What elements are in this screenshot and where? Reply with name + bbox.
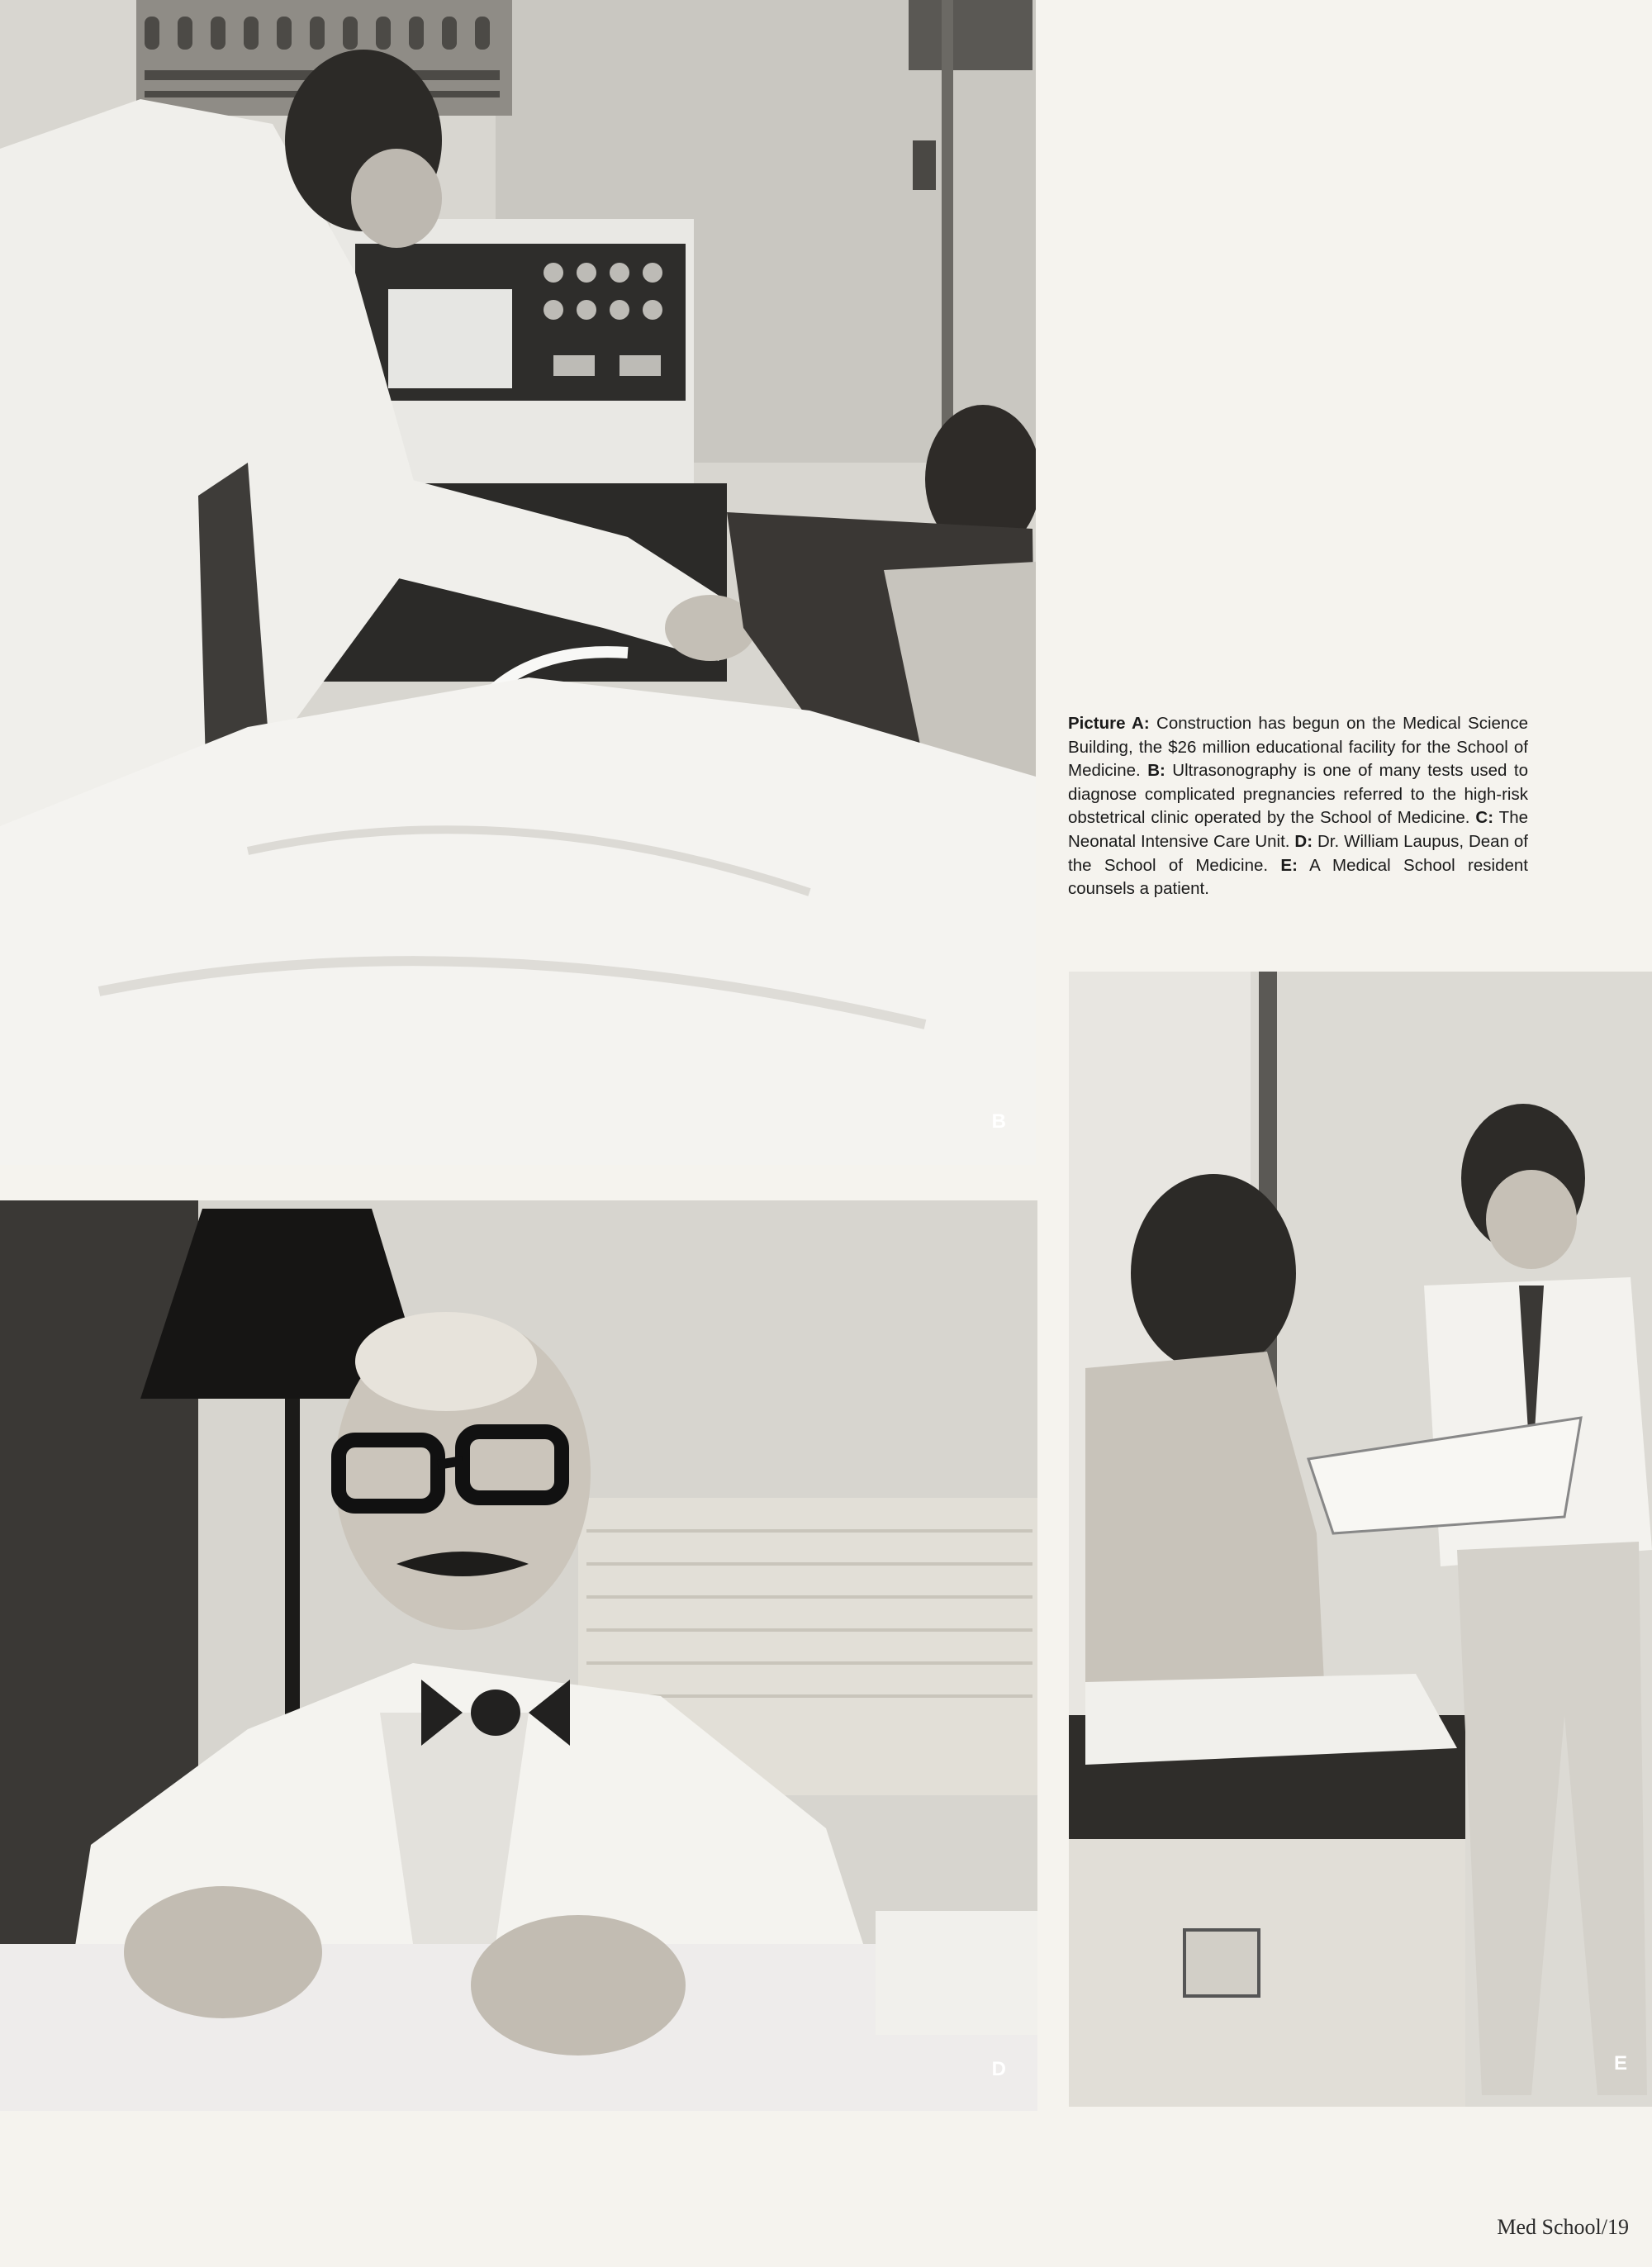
caption-b-text: Ultrasonography is one of many tests used to diagnose complicated pregnancies referred to the high-risk obstetrical clinic operated by the School of Medicine. (1068, 761, 1528, 828)
photo-ultrasonography (0, 0, 1036, 1165)
photo-caption (1068, 712, 1528, 901)
caption-e-text: A Medical School resident counsels a patient. (1068, 855, 1528, 899)
page-folio: Med School/19 (1497, 2215, 1629, 2239)
caption-a-text: Construction has begun on the Medical Science Building, the $26 million educational facility for the School of Medicine. (1068, 714, 1528, 781)
photo-dean-portrait (0, 1200, 1037, 2111)
caption-c-text: The Neonatal Intensive Care Unit. (1068, 808, 1528, 851)
caption-b-label: B: (1147, 761, 1165, 781)
caption-picture-label: Picture A: (1068, 714, 1150, 733)
photo-resident-counseling (1069, 972, 1652, 2107)
photo-letter-e: E (1613, 2052, 1627, 2075)
photo-ultrasonography-image (0, 0, 1036, 1165)
photo-resident-counseling-image (1069, 972, 1652, 2107)
caption-d-text: Dr. William Laupus, Dean of the School of Medicine. (1068, 831, 1528, 875)
photo-letter-d: D (991, 2058, 1006, 2080)
caption-c-label: C: (1475, 808, 1494, 828)
caption-e-label: E: (1280, 855, 1298, 875)
caption-d-label: D: (1294, 831, 1313, 851)
photo-letter-b: B (991, 1110, 1006, 1133)
photo-dean-portrait-image (0, 1200, 1037, 2111)
